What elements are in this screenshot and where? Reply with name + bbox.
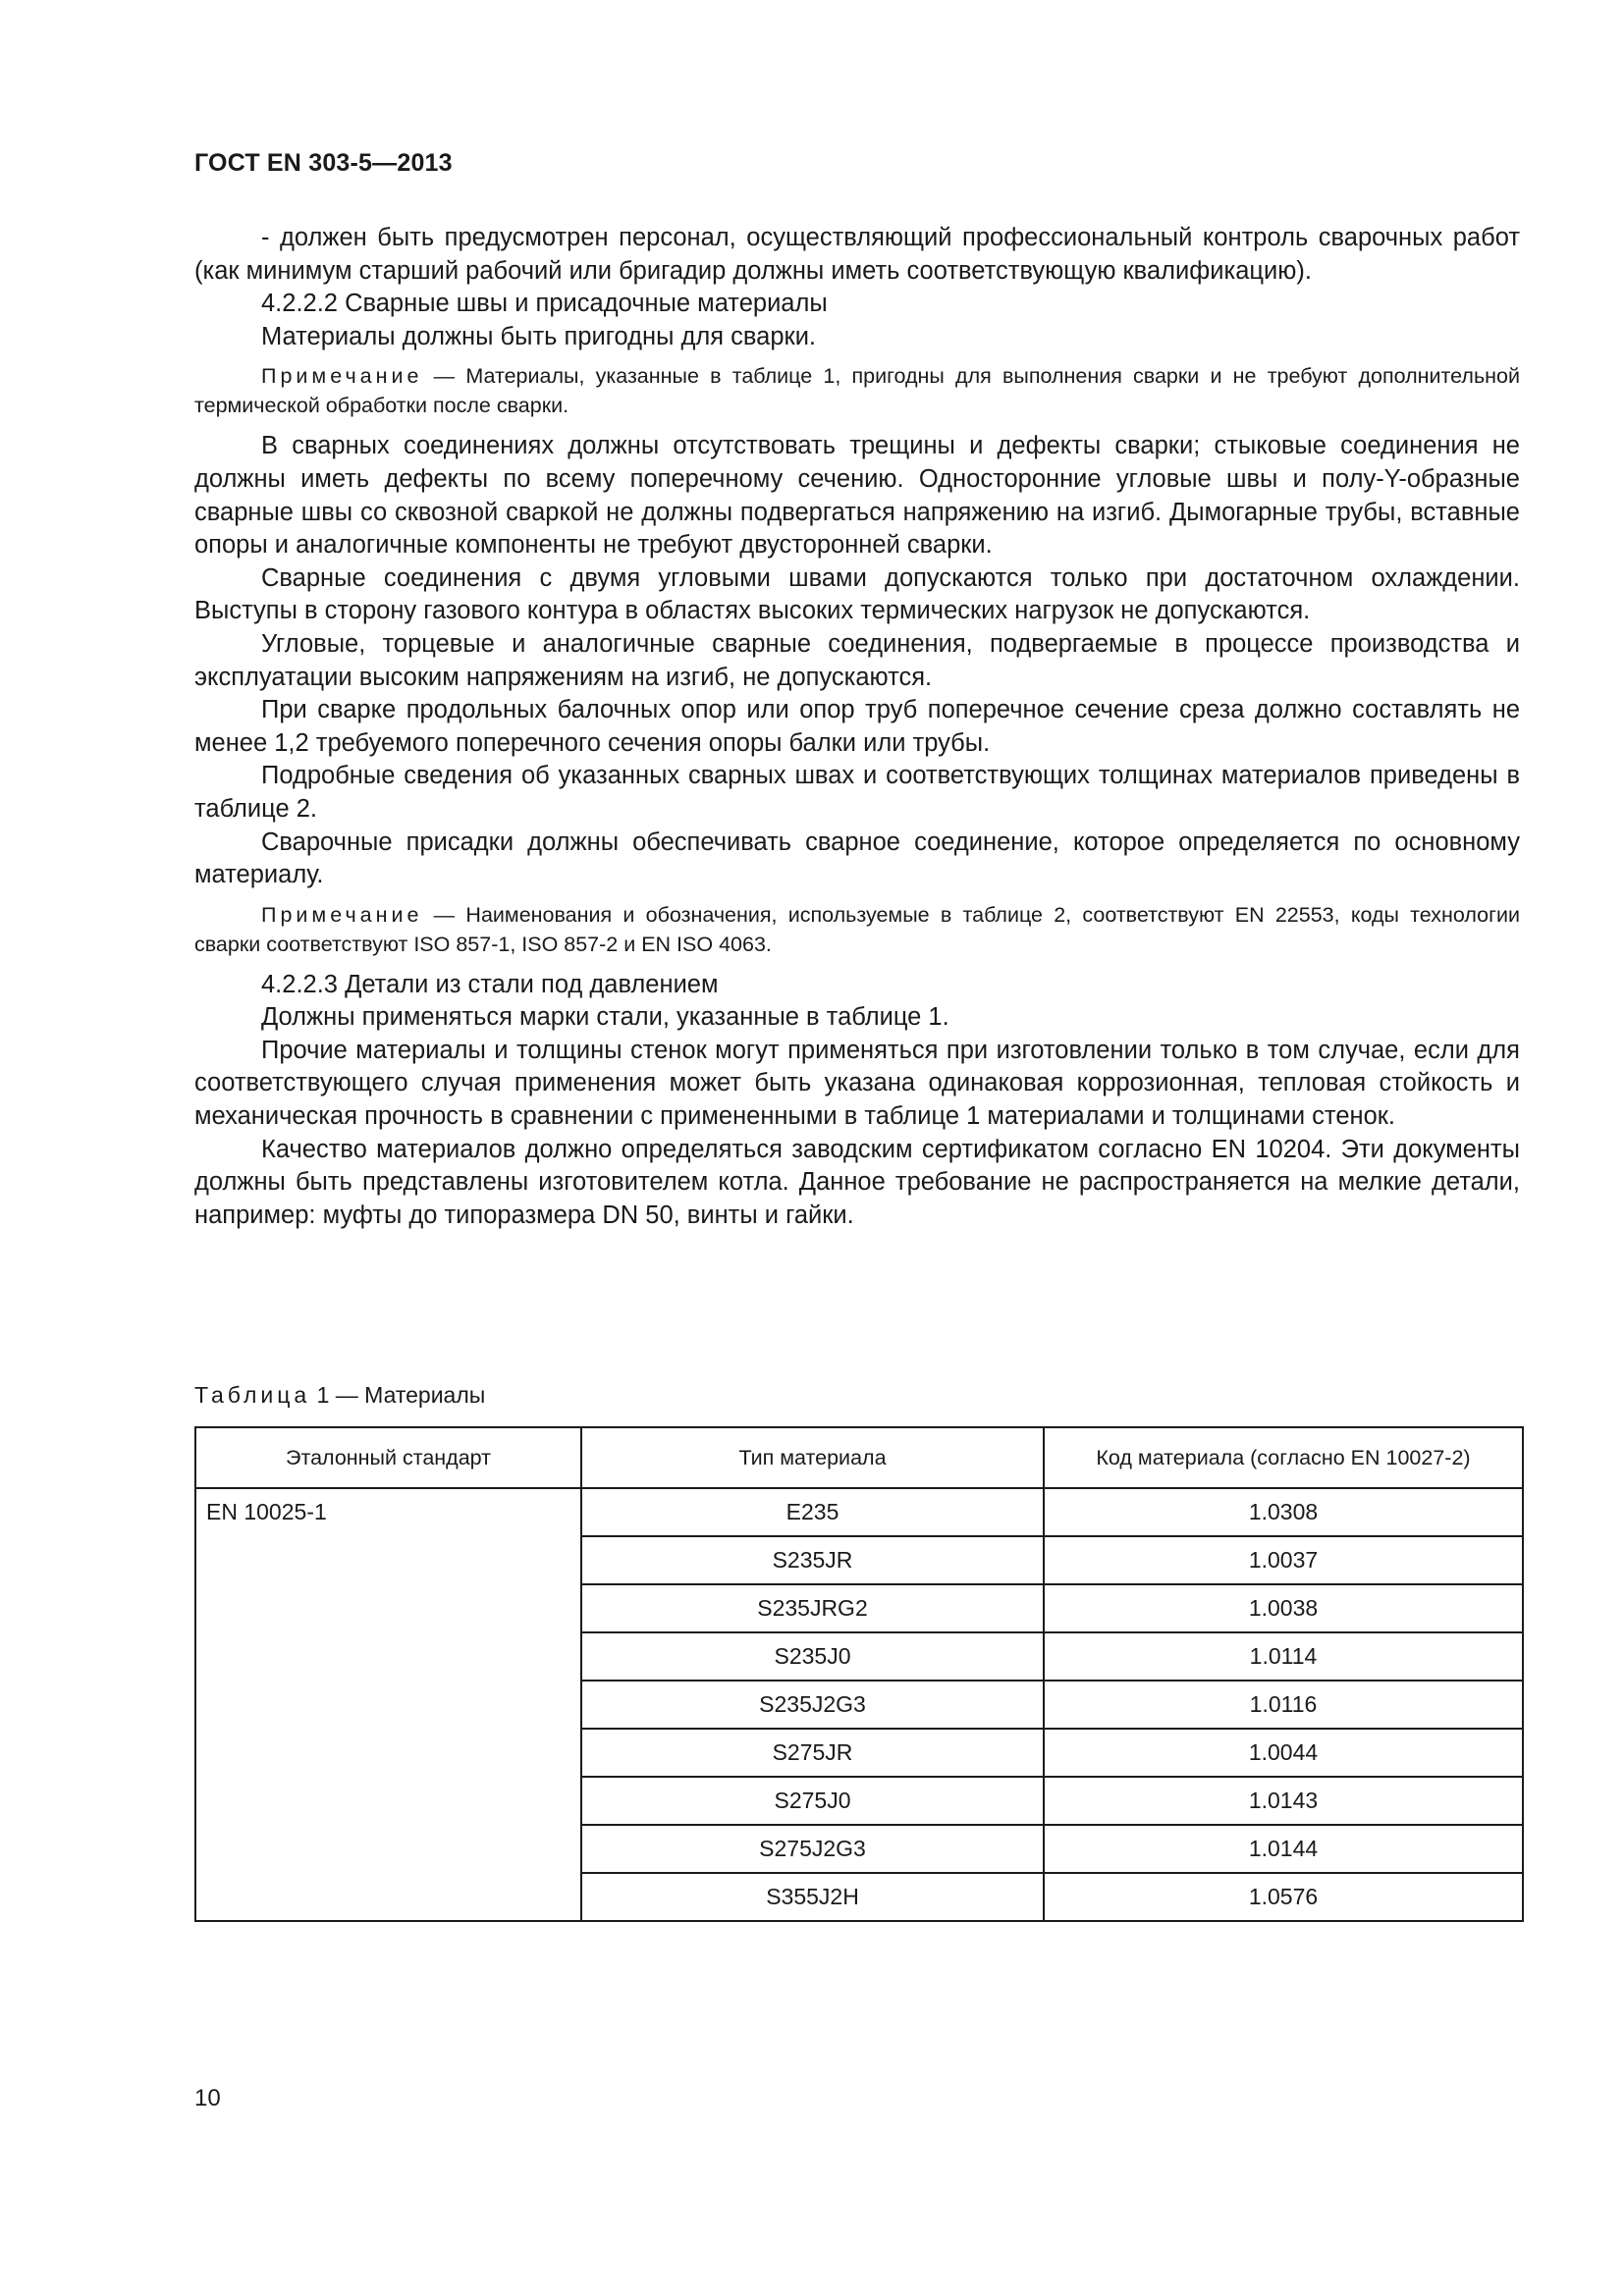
note-text: — Материалы, указанные в таблице 1, пригодны для выполнения сварки и не требуют дополнительной термической обработки после сварки.: [194, 364, 1520, 418]
material-type-cell: S275J2G3: [581, 1825, 1044, 1873]
material-type-cell: S275J0: [581, 1777, 1044, 1825]
material-type-cell: S235JRG2: [581, 1584, 1044, 1632]
material-type-cell: E235: [581, 1488, 1044, 1536]
note-text: — Наименования и обозначения, используемые в таблице 2, соответствуют EN 22553, коды технологии сварки соответствуют ISO 857-1, ISO 857-2 и EN ISO 4063.: [194, 902, 1520, 956]
material-code-cell: 1.0576: [1044, 1873, 1523, 1921]
header-material-code: Код материала (согласно EN 10027-2): [1044, 1427, 1523, 1488]
material-type-cell: S235J2G3: [581, 1681, 1044, 1729]
paragraph: Угловые, торцевые и аналогичные сварные соединения, подвергаемые в процессе производства и эксплуатации высоким напряжениям на изгиб, не допускаются.: [194, 629, 1520, 691]
paragraph: Должны применяться марки стали, указанные в таблице 1.: [261, 1003, 949, 1032]
material-type-cell: S235JR: [581, 1536, 1044, 1584]
paragraph: В сварных соединениях должны отсутствовать трещины и дефекты сварки; стыковые соединения не должны иметь дефекты по всему поперечному сечению. Односторонние угловые швы и полу-Y-образные сварные швы со сквозной сваркой не должны подвергаться напряжению на изгиб. Дымогарные трубы, вставные опоры и аналогичные компоненты не требуют двусторонней сварки.: [194, 432, 1520, 560]
section-heading: 4.2.2.2 Сварные швы и присадочные материалы: [261, 290, 828, 318]
header-reference-standard: Эталонный стандарт: [195, 1427, 581, 1488]
note: [194, 361, 1520, 420]
table-caption: [194, 1382, 485, 1409]
material-code-cell: 1.0116: [1044, 1681, 1523, 1729]
material-code-cell: 1.0143: [1044, 1777, 1523, 1825]
page-number: 10: [194, 2085, 221, 2111]
section-heading: 4.2.2.3 Детали из стали под давлением: [261, 970, 719, 998]
materials-table: [194, 1426, 1524, 1922]
note: [194, 900, 1520, 959]
table-header-row: [195, 1427, 1523, 1488]
material-code-cell: 1.0308: [1044, 1488, 1523, 1536]
paragraph: Материалы должны быть пригодны для сварки.: [261, 322, 817, 350]
table-row: [195, 1488, 1523, 1536]
header-material-type: Тип материала: [581, 1427, 1044, 1488]
paragraph: Подробные сведения об указанных сварных швах и соответствующих толщинах материалов приведены в таблице 2.: [194, 762, 1520, 823]
note-label: Примечание: [261, 902, 423, 927]
table-caption-title: 1 — Материалы: [310, 1382, 486, 1408]
table-caption-label: Таблица: [194, 1382, 311, 1408]
material-code-cell: 1.0038: [1044, 1584, 1523, 1632]
material-code-cell: 1.0114: [1044, 1632, 1523, 1681]
body-text: [194, 222, 1520, 1232]
material-code-cell: 1.0044: [1044, 1729, 1523, 1777]
material-type-cell: S275JR: [581, 1729, 1044, 1777]
paragraph: Сварочные присадки должны обеспечивать сварное соединение, которое определяется по основному материалу.: [194, 828, 1520, 889]
paragraph: При сварке продольных балочных опор или опор труб поперечное сечение среза должно составлять не менее 1,2 требуемого поперечного сечения опоры балки или трубы.: [194, 696, 1520, 757]
note-label: Примечание: [261, 364, 423, 389]
paragraph: Прочие материалы и толщины стенок могут применяться при изготовлении только в том случае, если для соответствующего случая применения может быть указана одинаковая коррозионная, тепловая стойкость и механическая прочность в сравнении с примененными в таблице 1 материалами и толщинами стенок.: [194, 1036, 1520, 1131]
paragraph: - должен быть предусмотрен персонал, осуществляющий профессиональный контроль сварочных работ (как минимум старший рабочий или бригадир должны иметь соответствующую квалификацию).: [194, 224, 1520, 285]
reference-standard-cell: EN 10025-1: [195, 1488, 581, 1921]
paragraph: Сварные соединения с двумя угловыми швами допускаются только при достаточном охлаждении. Выступы в сторону газового контура в областях высоких термических нагрузок не допускаются.: [194, 563, 1520, 625]
material-type-cell: S355J2H: [581, 1873, 1044, 1921]
document-code: ГОСТ EN 303-5—2013: [194, 149, 453, 177]
material-type-cell: S235J0: [581, 1632, 1044, 1681]
material-code-cell: 1.0037: [1044, 1536, 1523, 1584]
material-code-cell: 1.0144: [1044, 1825, 1523, 1873]
paragraph: Качество материалов должно определяться заводским сертификатом согласно EN 10204. Эти документы должны быть представлены изготовителем котла. Данное требование не распространяется на мелкие детали, например: муфты до типоразмера DN 50, винты и гайки.: [194, 1135, 1520, 1229]
